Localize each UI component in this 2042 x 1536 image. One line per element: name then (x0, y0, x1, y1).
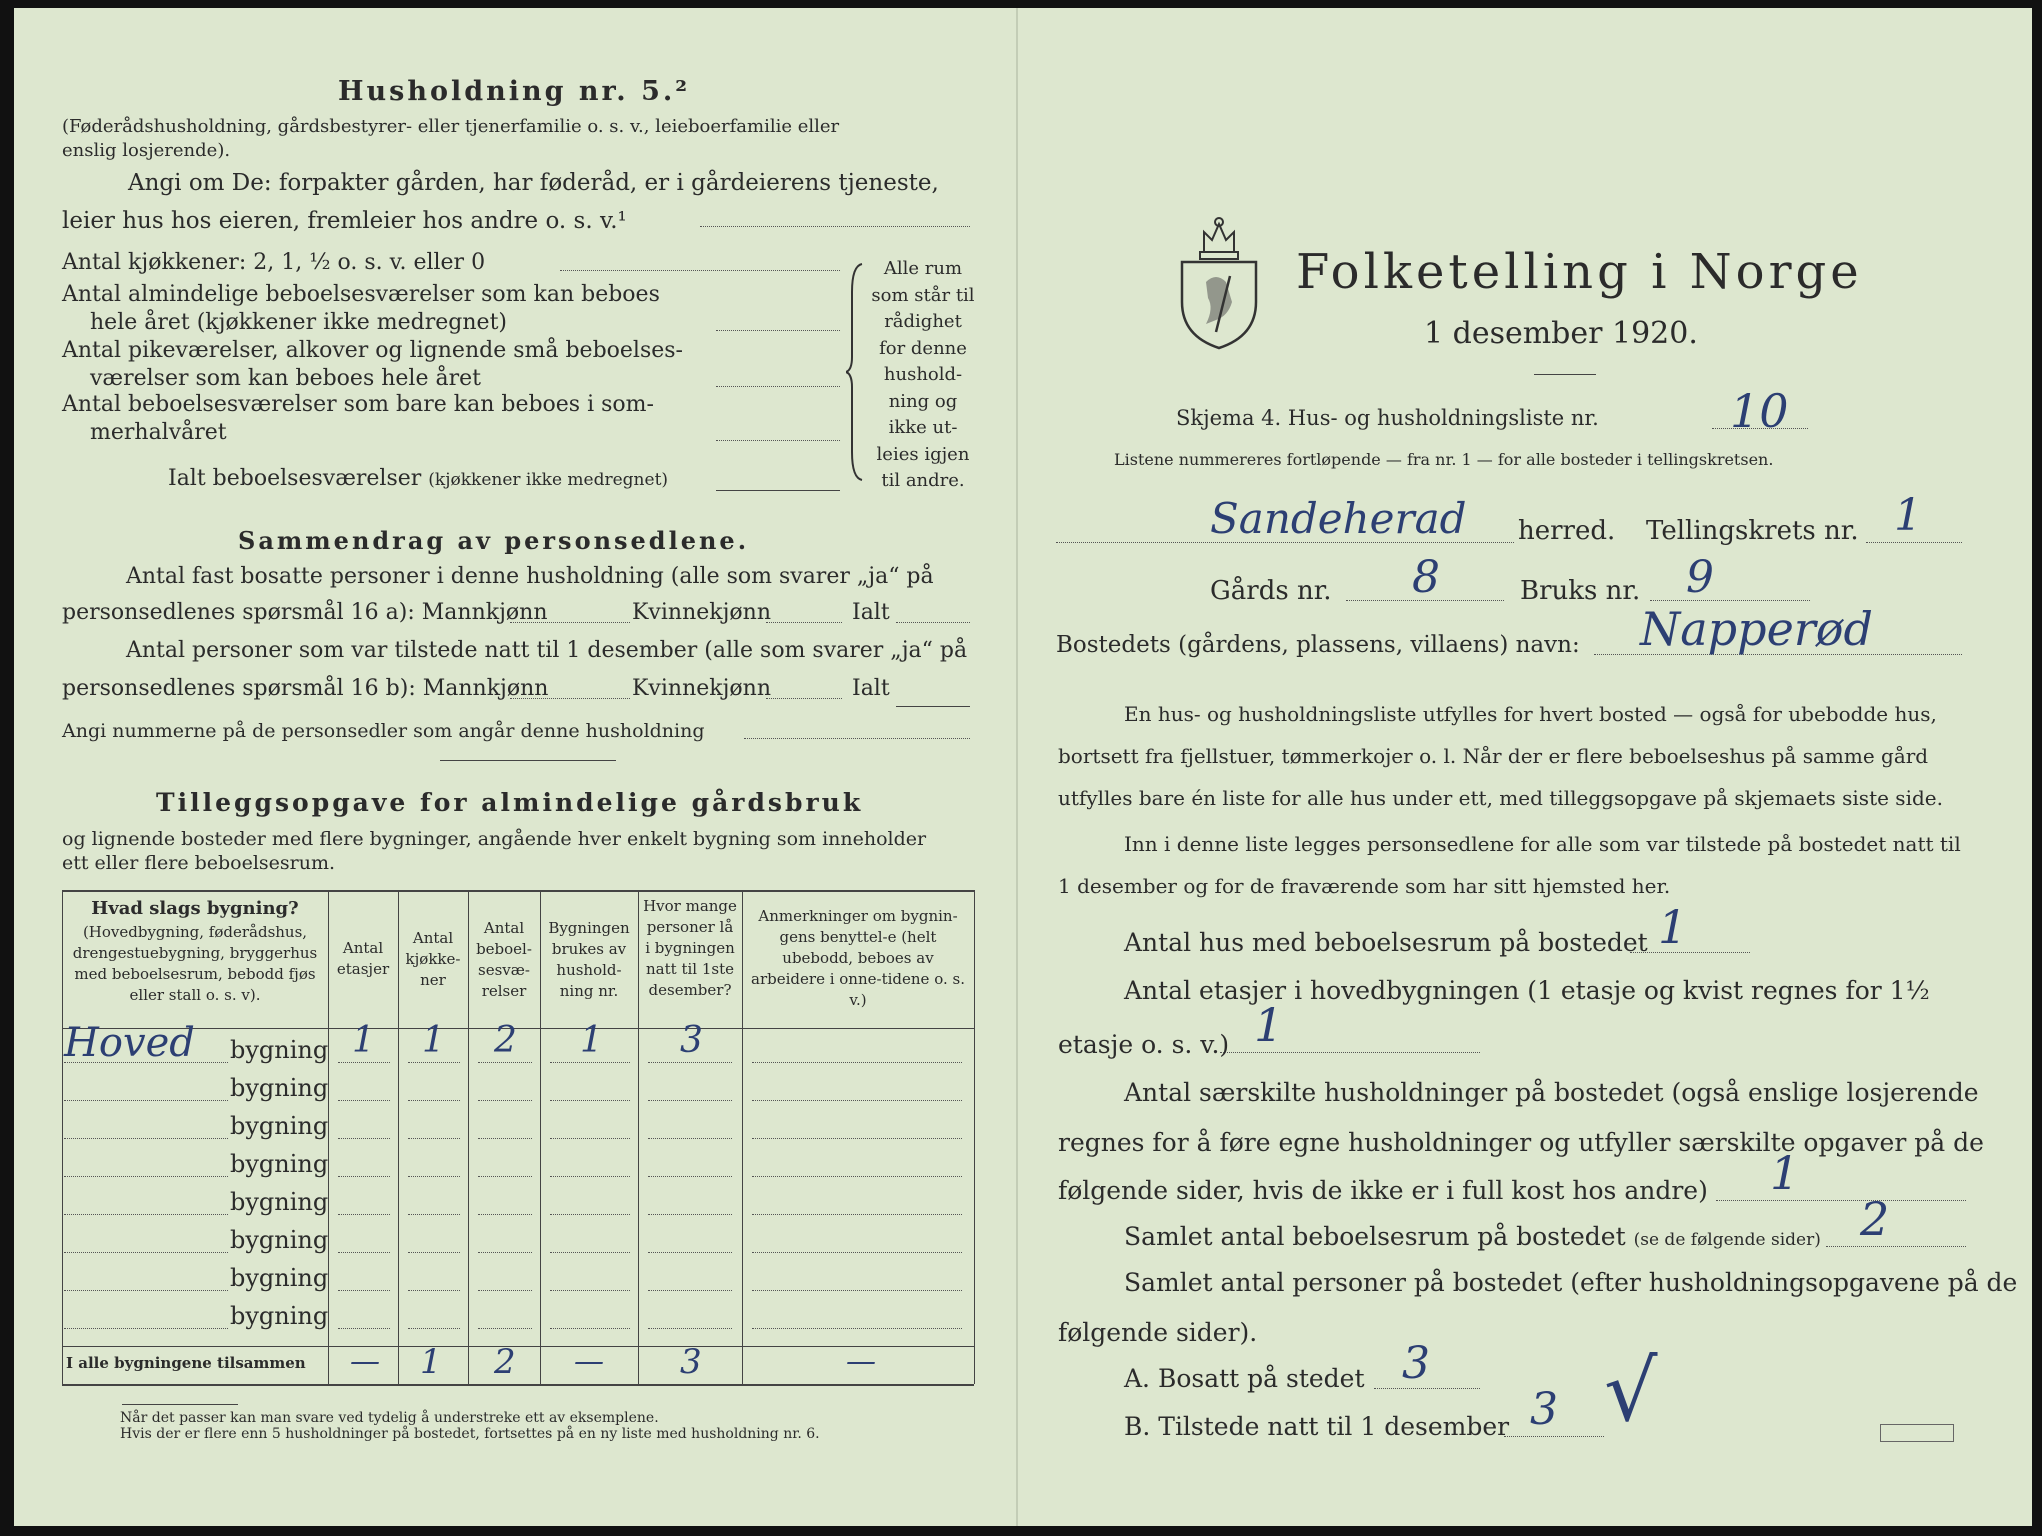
household-title: Husholdning nr. 5.² (338, 76, 691, 107)
total-label-b: Ialt (852, 676, 890, 701)
brace-note-line: leies igjen (876, 443, 970, 465)
footnote-1: Når det passer kan man svare ved tydelig å understreke ett av eksemplene. (120, 1410, 659, 1426)
household-subtitle-2: enslig losjerende). (62, 140, 231, 161)
kitchens-label: Antal kjøkkener: 2, 1, ½ o. s. v. eller 0 (62, 250, 486, 275)
brace-note-line: til andre. (881, 470, 965, 491)
houses-value: 1 (1658, 900, 1688, 954)
households-label-1: Antal særskilte husholdninger på bostedet (også enslige losjerende (1124, 1078, 1979, 1107)
total-remarks: — (846, 1344, 876, 1379)
households-label-2: regnes for å føre egne husholdninger og utfyller særskilte opgaver på de (1058, 1128, 1984, 1157)
total-row-label: I alle bygningene tilsammen (66, 1354, 306, 1372)
form-title: Folketelling i Norge (1296, 244, 1863, 300)
rooms-total-label: Samlet antal beboelsesrum på bostedet (se de følgende sider) (1124, 1222, 1821, 1251)
persons-label-1: Samlet antal personer på bostedet (efter husholdningsopgavene på de (1124, 1268, 2018, 1297)
place-name-value: Napperød (1640, 602, 1873, 656)
holding-number-label: Bruks nr. (1520, 576, 1641, 606)
summary-line-2: personsedlenes spørsmål 16 a): Mannkjønn (62, 600, 548, 625)
female-label-b: Kvinnekjønn (632, 676, 771, 701)
list-number: 10 (1730, 384, 1789, 438)
summary-line-4: personsedlenes spørsmål 16 b): Mannkjønn (62, 676, 549, 701)
brace-note-line: for denne (879, 337, 967, 359)
header-rooms: Antal beboel-sesvæ-relser (476, 919, 532, 1000)
houses-label: Antal hus med beboelsesrum på bostedet (1124, 928, 1648, 957)
total-persons: 3 (680, 1342, 702, 1382)
angi-text-2: leier hus hos eieren, fremleier hos andre o. s. v.¹ (62, 208, 627, 234)
cell-kjokken: 1 (422, 1020, 445, 1061)
herred-label: herred. (1518, 516, 1616, 546)
maid-rooms-label-1: Antal pikeværelser, alkover og lignende små beboelses- (62, 338, 683, 363)
page-fold (1016, 8, 1018, 1526)
header-building-type-note: (Hovedbygning, føderådshus, drengestuebygning, bryggerhus med beboelsesrum, bebodd fjøs eller stall o. s. v). (72, 923, 318, 1004)
building-word: bygning (230, 1226, 329, 1254)
floors-label-1: Antal etasjer i hovedbygningen (1 etasje og kvist regnes for 1½ (1124, 976, 1930, 1005)
brace-note-line: som står til (871, 284, 975, 306)
resident-value: 3 (1402, 1338, 1430, 1389)
resident-label: A. Bosatt på stedet (1124, 1364, 1365, 1393)
numbering-note: Listene nummereres fortløpende — fra nr. 1 — for alle bosteder i tellingskretsen. (1114, 450, 1774, 469)
coat-of-arms-icon (1176, 212, 1262, 352)
schema-label: Skjema 4. Hus- og husholdningsliste nr. (1176, 406, 1599, 430)
building-word: bygning (230, 1150, 329, 1178)
farm-number-value: 8 (1412, 552, 1440, 603)
summer-rooms-label-2: merhalvåret (90, 420, 227, 445)
summary-line-3: Antal personer som var tilstede natt til 1 desember (alle som svarer „ja“ på (126, 638, 968, 663)
summary-title: Sammendrag av personsedlene. (238, 526, 750, 555)
printer-stamp-icon (1880, 1424, 1954, 1442)
households-label-3: følgende sider, hvis de ikke er i full kost hos andre) (1058, 1176, 1708, 1205)
brace-icon (846, 262, 866, 482)
holding-number-value: 9 (1686, 552, 1714, 603)
instruction-2b: 1 desember og for de fraværende som har sitt hjemsted her. (1058, 874, 1671, 898)
building-word: bygning (230, 1302, 329, 1330)
household-subtitle: (Føderådshusholdning, gårdsbestyrer- eller tjenerfamilie o. s. v., leieboerfamilie eller (62, 116, 840, 137)
herred-value: Sandeherad (1210, 494, 1467, 543)
brace-note-line: ning og (888, 390, 958, 412)
total-kitchens: 1 (420, 1342, 442, 1382)
footnote-2: Hvis der er flere enn 5 husholdninger på bostedet, fortsettes på en ny liste med husholdning nr. 6. (120, 1426, 820, 1442)
building-word: bygning (230, 1036, 329, 1064)
building-name: Hoved (64, 1020, 195, 1066)
total-rooms: 2 (494, 1342, 516, 1382)
header-remarks: Anmerkninger om bygnin-gens benyttel-e (helt ubebodd, beboes av arbeidere i onne-tidene o. s. v.) (751, 907, 965, 1009)
cell-vaerelser: 2 (494, 1020, 517, 1061)
instruction-1b: bortsett fra fjellstuer, tømmerkojer o. l. Når der er flere beboelseshus på samme gård (1058, 744, 1929, 768)
building-word: bygning (230, 1264, 329, 1292)
brace-note-line: ikke ut- (888, 417, 958, 438)
rooms-label-1: Antal almindelige beboelsesværelser som kan beboes (62, 282, 660, 307)
instruction-1c: utfylles bare én liste for alle hus under ett, med tilleggsopgave på skjemaets siste side. (1058, 786, 1943, 810)
brace-note (868, 256, 978, 495)
farm-number-label: Gårds nr. (1210, 576, 1332, 606)
header-household: Bygningen brukes av hushold-ning nr. (548, 919, 630, 1000)
present-value: 3 (1530, 1384, 1558, 1435)
maid-rooms-label-2: værelser som kan beboes hele året (90, 366, 481, 391)
numbers-label: Angi nummerne på de personsedler som angår denne husholdning (62, 720, 705, 742)
header-persons: Hvor mange personer lå i bygningen natt til 1ste desember? (643, 897, 737, 999)
building-word: bygning (230, 1112, 329, 1140)
households-value: 1 (1770, 1146, 1800, 1200)
district-value: 1 (1894, 490, 1922, 541)
checkmark: √ (1604, 1342, 1658, 1440)
instruction-2a: Inn i denne liste legges personsedlene for alle som var tilstede på bostedet natt til (1124, 832, 1961, 856)
total-floors: — (350, 1344, 380, 1379)
total-label-a: Ialt (852, 600, 890, 625)
cell-personer: 3 (680, 1020, 703, 1061)
header-floors: Antal etasjer (336, 939, 390, 978)
place-name-label: Bostedets (gårdens, plassens, villaens) navn: (1056, 632, 1580, 658)
instruction-1a: En hus- og husholdningsliste utfylles for hvert bosted — også for ubebodde hus, (1124, 702, 1937, 726)
female-label-a: Kvinnekjønn (632, 600, 771, 625)
brace-note-line: rådighet (884, 311, 962, 332)
summer-rooms-label-1: Antal beboelsesværelser som bare kan beboes i som- (62, 392, 654, 417)
summary-line-1: Antal fast bosatte personer i denne husholdning (alle som svarer „ja“ på (126, 564, 934, 589)
building-word: bygning (230, 1188, 329, 1216)
form-date: 1 desember 1920. (1424, 316, 1698, 351)
supplement-line-1: og lignende bosteder med flere bygninger, angående hver enkelt bygning som inneholder (62, 828, 927, 850)
floors-value: 1 (1254, 998, 1284, 1052)
present-label: B. Tilstede natt til 1 desember (1124, 1412, 1510, 1441)
cell-etasjer: 1 (352, 1020, 375, 1061)
rooms-label-2: hele året (kjøkkener ikke medregnet) (90, 310, 507, 335)
district-label: Tellingskrets nr. (1646, 516, 1859, 546)
supplement-line-2: ett eller flere beboelsesrum. (62, 852, 336, 874)
total-household: — (574, 1344, 604, 1379)
cell-hushold: 1 (580, 1020, 603, 1061)
supplement-title: Tilleggsopgave for almindelige gårdsbruk (156, 788, 864, 817)
building-word: bygning (230, 1074, 329, 1102)
total-rooms-label: Ialt beboelsesværelser (kjøkkener ikke medregnet) (168, 466, 669, 491)
persons-label-2: følgende sider). (1058, 1318, 1258, 1347)
angi-text-1: Angi om De: forpakter gården, har føderåd, er i gårdeierens tjeneste, (128, 170, 939, 196)
brace-note-line: hushold- (883, 364, 963, 385)
rooms-total-value: 2 (1860, 1192, 1890, 1246)
header-building-type: Hvad slags bygning? (91, 898, 299, 919)
floors-label-2: etasje o. s. v.) (1058, 1030, 1230, 1059)
brace-note-line: Alle rum (883, 258, 963, 279)
header-kitchens: Antal kjøkke-ner (405, 929, 461, 989)
